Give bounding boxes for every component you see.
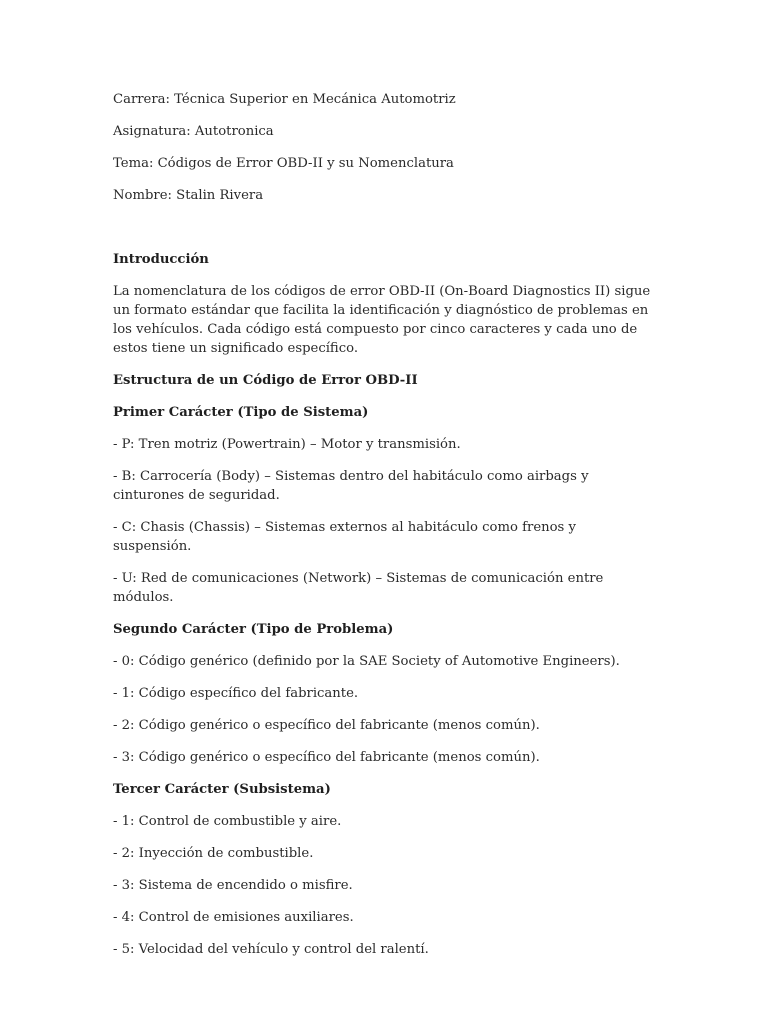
tema-line: Tema: Códigos de Error OBD-II y su Nomenclatura — [113, 156, 454, 171]
spacer — [113, 218, 658, 250]
list-item: - 5: Velocidad del vehículo y control del ralentí. — [113, 942, 429, 957]
list-item: - 2: Código genérico o específico del fabricante (menos común). — [113, 718, 540, 733]
tercer-caracter-list — [113, 812, 658, 959]
list-item: - 4: Control de emisiones auxiliares. — [113, 910, 354, 925]
intro-heading: Introducción — [113, 252, 209, 267]
tercer-caracter-heading: Tercer Carácter (Subsistema) — [113, 782, 331, 797]
primer-caracter-heading: Primer Carácter (Tipo de Sistema) — [113, 405, 369, 420]
list-item: - 3: Sistema de encendido o misfire. — [113, 878, 353, 893]
list-item: - P: Tren motriz (Powertrain) – Motor y transmisión. — [113, 437, 461, 452]
segundo-caracter-heading: Segundo Carácter (Tipo de Problema) — [113, 622, 394, 637]
list-item: - 0: Código genérico (definido por la SAE Society of Automotive Engineers). — [113, 654, 620, 669]
list-item: - 1: Control de combustible y aire. — [113, 814, 342, 829]
document-page — [113, 90, 658, 972]
carrera-line: Carrera: Técnica Superior en Mecánica Automotriz — [113, 92, 456, 107]
nombre-line: Nombre: Stalin Rivera — [113, 188, 264, 203]
list-item: - C: Chasis (Chassis) – Sistemas externos al habitáculo como frenos y suspensión. — [113, 520, 576, 554]
list-item: - U: Red de comunicaciones (Network) – Sistemas de comunicación entre módulos. — [113, 571, 604, 605]
segundo-caracter-list — [113, 652, 658, 767]
primer-caracter-list — [113, 435, 658, 607]
list-item: - B: Carrocería (Body) – Sistemas dentro del habitáculo como airbags y cinturones de seguridad. — [113, 469, 589, 503]
asignatura-line: Asignatura: Autotronica — [113, 124, 274, 139]
list-item: - 3: Código genérico o específico del fabricante (menos común). — [113, 750, 540, 765]
intro-paragraph: La nomenclatura de los códigos de error OBD-II (On-Board Diagnostics II) sigue un formato estándar que facilita la identificación y diagnóstico de problemas en los vehículos. Cada código está compuesto por cinco caracteres y cada uno de estos tiene un significado específico. — [113, 284, 651, 356]
list-item: - 1: Código específico del fabricante. — [113, 686, 359, 701]
list-item: - 2: Inyección de combustible. — [113, 846, 314, 861]
estructura-heading: Estructura de un Código de Error OBD-II — [113, 373, 418, 388]
